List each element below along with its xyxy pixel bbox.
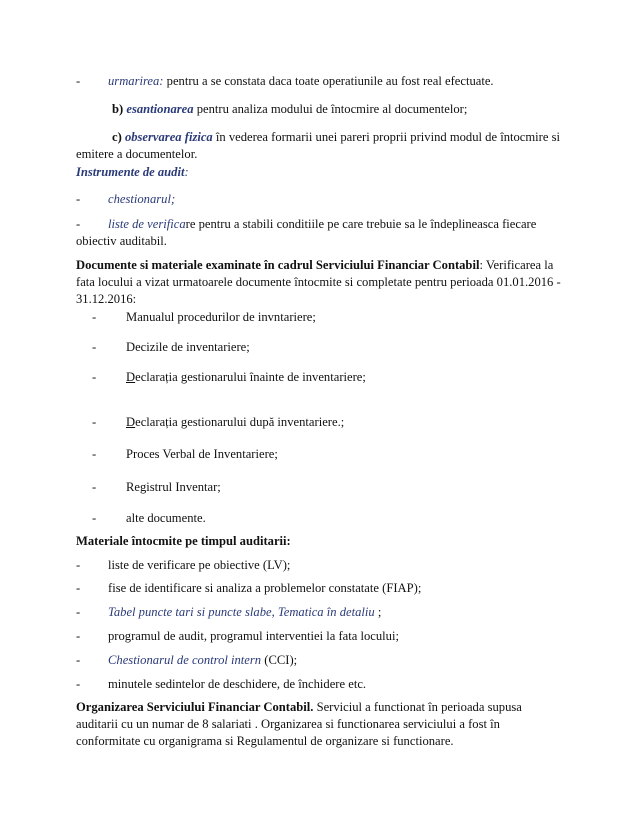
text-tabel-puncte: Tabel puncte tari si puncte slabe, Tematica în detaliu <box>108 605 375 619</box>
text-documente-1: : Verificarea la <box>479 258 554 272</box>
list-item-liste-verificare <box>108 216 536 233</box>
list-item-programul: programul de audit, programul interventiei la fata locului; <box>108 629 399 643</box>
list-item-proces-verbal: Proces Verbal de Inventariere; <box>126 447 278 461</box>
bullet-dash: - <box>76 677 81 691</box>
heading-instrumente-text: Instrumente de audit <box>76 165 185 179</box>
list-item-liste-lv: liste de verificare pe obiective (LV); <box>108 558 291 572</box>
text-obiectiv-auditabil: obiectiv auditabil. <box>76 234 167 248</box>
list-item-registrul: Registrul Inventar; <box>126 480 221 494</box>
paragraph-documente <box>76 257 553 274</box>
text-observarea-2: emitere a documentelor. <box>76 147 198 161</box>
list-item-alte-documente: alte documente. <box>126 511 206 525</box>
list-item-chestionarul-cci <box>108 652 297 669</box>
list-item-minutele: minutele sedintelor de deschidere, de închidere etc. <box>108 677 367 691</box>
term-chestionarul: chestionarul; <box>108 192 176 206</box>
paragraph-observarea <box>112 129 560 146</box>
bullet-dash: - <box>92 370 97 384</box>
text-organizarea-3: conformitate cu organigrama si Regulamentul de organizare si functionare. <box>76 734 454 748</box>
underlined-letter: D <box>126 370 136 384</box>
text-chestionarul-cci: Chestionarul de control intern <box>108 653 262 667</box>
heading-documente: Documente si materiale examinate în cadrul Serviciului Financiar Contabil <box>76 258 480 272</box>
bullet-dash: - <box>92 447 97 461</box>
heading-instrumente-colon: : <box>184 165 189 179</box>
text-declaratia-inainte: eclarația gestionarului înainte de inventariere; <box>135 370 366 384</box>
term-liste-verificare: liste de verifica <box>108 217 186 231</box>
bullet-dash: - <box>92 340 97 354</box>
term-esantionarea: esantionarea <box>126 102 194 116</box>
heading-instrumente <box>76 164 189 181</box>
text-liste-verificare: re pentru a stabili conditiile pe care trebuie sa le îndeplineasca fiecare <box>185 217 537 231</box>
text-urmarirea: pentru a se constata daca toate operatiunile au fost real efectuate. <box>163 74 494 88</box>
list-item-decizile: Decizile de inventariere; <box>126 340 250 354</box>
list-item-manualul: Manualul procedurilor de invntariere; <box>126 310 316 324</box>
text-esantionarea: pentru analiza modului de întocmire al documentelor; <box>193 102 468 116</box>
list-item-declaratia-dupa <box>126 414 344 431</box>
bullet-dash: - <box>76 192 81 206</box>
list-item-tabel-puncte <box>108 604 381 621</box>
bullet-dash: - <box>76 605 81 619</box>
bullet-dash: - <box>76 629 81 643</box>
bullet-dash: - <box>76 74 81 88</box>
text-organizarea-1: Serviciul a functionat în perioada supusa <box>313 700 522 714</box>
list-item-declaratia-inainte <box>126 369 366 386</box>
bullet-dash: - <box>76 558 81 572</box>
text-declaratia-dupa: eclarația gestionarului după inventariere.; <box>135 415 345 429</box>
bullet-dash: - <box>92 310 97 324</box>
paragraph-urmarirea <box>108 73 494 90</box>
bullet-dash: - <box>92 480 97 494</box>
text-tabel-suffix: ; <box>374 605 382 619</box>
text-documente-3: 31.12.2016: <box>76 292 137 306</box>
term-observarea: observarea fizica <box>124 130 213 144</box>
text-organizarea-2: auditarii cu un numar de 8 salariati . Organizarea si functionarea serviciului a fost în <box>76 717 500 731</box>
bullet-dash: - <box>92 511 97 525</box>
list-item-chestionarul <box>108 191 175 208</box>
bullet-dash: - <box>76 217 81 231</box>
bullet-dash: - <box>76 581 81 595</box>
text-observarea-1: în vederea formarii unei pareri proprii privind modul de întocmire si <box>212 130 561 144</box>
label-c: c) <box>112 130 125 144</box>
heading-materiale: Materiale întocmite pe timpul auditarii: <box>76 534 291 548</box>
paragraph-organizarea <box>76 699 522 716</box>
list-item-fise-fiap: fise de identificare si analiza a problemelor constatate (FIAP); <box>108 581 422 595</box>
paragraph-esantionarea <box>112 101 467 118</box>
bullet-dash: - <box>76 653 81 667</box>
term-urmarirea: urmarirea: <box>108 74 164 88</box>
text-documente-2: fata locului a vizat urmatoarele documente întocmite si completate pentru perioada 01.01.2016 - <box>76 275 561 289</box>
label-b: b) <box>112 102 127 116</box>
text-cci-suffix: (CCI); <box>261 653 298 667</box>
bullet-dash: - <box>92 415 97 429</box>
underlined-letter: D <box>126 415 136 429</box>
heading-organizarea: Organizarea Serviciului Financiar Contabil. <box>76 700 314 714</box>
